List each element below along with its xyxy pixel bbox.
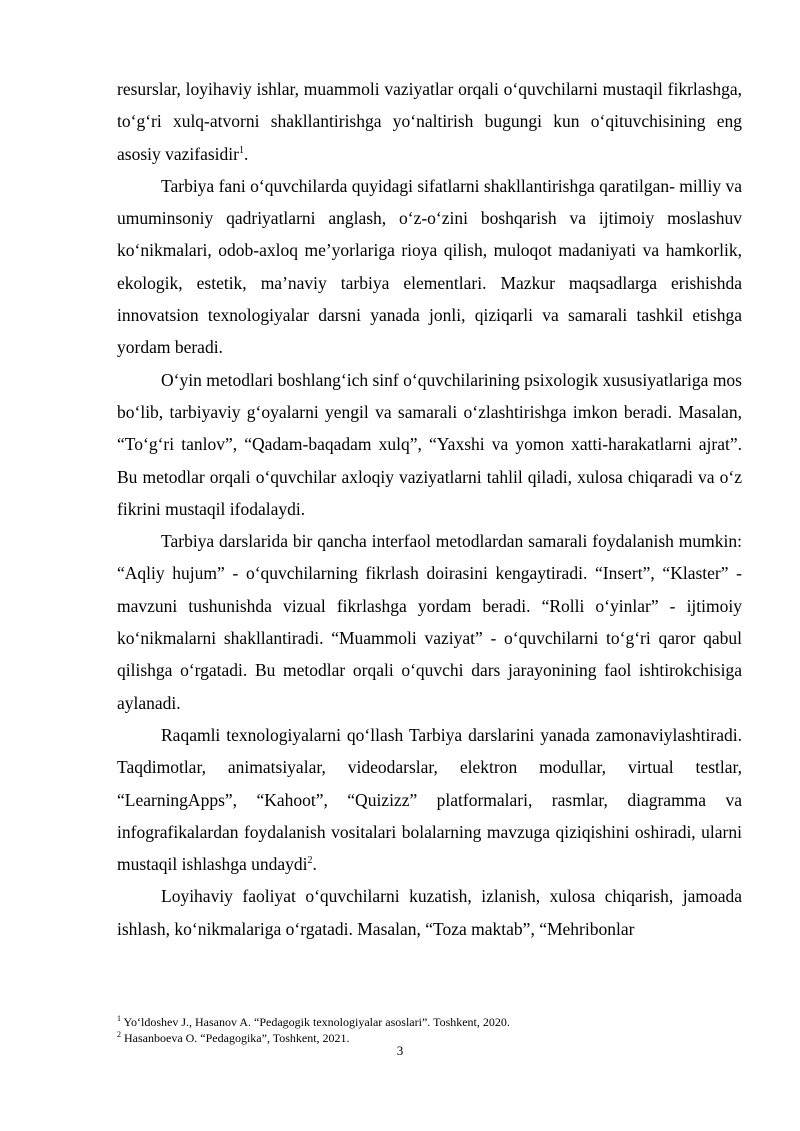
footnote-ref-1: 1 [238,144,244,156]
page-number: 3 [396,1043,404,1058]
paragraph-5-text: Raqamli texnologiyalarni qo‘llash Tarbiya darslarini yanada zamonaviylashtiradi. Taqdimotlar, animatsiyalar, videodarslar, elektron modullar, virtual testlar, “LearningApps”, “Kahoot”, “Quizizz” platformalari, rasmlar, diagramma va infografikalardan foydalanish vositalari bolalarning mavzuga qiziqishini oshiradi, ularni mustaqil ishlashga undaydi [117,724,742,875]
footnote-1 [117,1014,742,1030]
paragraph-2: Tarbiya fani o‘quvchilarda quyidagi sifatlarni shakllantirishga qaratilgan- milliy va umuminsoniy qadriyatlarni anglash, o‘z-o‘zini boshqarish va ijtimoiy moslashuv ko‘nikmalari, odob-axloq me’yorlariga rioya qilish, muloqot madaniyati va hamkorlik, ekologik, estetik, ma’naviy tarbiya elementlari. Mazkur maqsadlarga erishishda innovatsion texnologiyalar darsni yanada jonli, qiziqarli va samarali tashkil etishga yordam beradi. [117,175,742,358]
body-text [117,73,742,945]
footnote-number-1: 1 [117,1014,121,1023]
footnote-text-2: Hasanboeva O. “Pedagogika”, Toshkent, 2021. [121,1031,350,1045]
footnote-text-1: Yo‘ldoshev J., Hasanov A. “Pedagogik texnologiyalar asoslari”. Toshkent, 2020. [121,1015,510,1029]
paragraph-5-end: . [312,854,317,875]
paragraph-4: Tarbiya darslarida bir qancha interfaol metodlardan samarali foydalanish mumkin: “Aqliy hujum” - o‘quvchilarning fikrlash doirasini kengaytiradi. “Insert”, “Klaster” - mavzuni tushunishda vizual fikrlashga yordam beradi. “Rolli o‘yinlar” - ijtimoiy ko‘nikmalarni shakllantiradi. “Muammoli vaziyat” - o‘quvchilarni to‘g‘ri qaror qabul qilishga o‘rgatadi. Bu metodlar orqali o‘quvchi dars jarayonining faol ishtirokchisiga aylanadi. [117,531,742,713]
paragraph-1-end: . [243,143,249,164]
paragraph-1 [117,73,742,170]
footnote-number-2: 2 [117,1030,121,1039]
footnotes [117,1014,742,1046]
paragraph-5 [117,719,742,880]
footnote-ref-2: 2 [307,855,313,867]
paragraph-6: Loyihaviy faoliyat o‘quvchilarni kuzatish, izlanish, xulosa chiqarish, jamoada ishlash, ko‘nikmalariga o‘rgatadi. Masalan, “Toza maktab”, “Mehribonlar [117,886,742,939]
paragraph-3: O‘yin metodlari boshlang‘ich sinf o‘quvchilarining psixologik xususiyatlariga mos bo‘lib, tarbiyaviy g‘oyalarni yengil va samarali o‘zlashtirishga imkon beradi. Masalan, “To‘g‘ri tanlov”, “Qadam-baqadam xulq”, “Yaxshi va yomon xatti-harakatlarni ajrat”. Bu metodlar orqali o‘quvchilar axloqiy vaziyatlarni tahlil qiladi, xulosa chiqaradi va o‘z fikrini mustaqil ifodalaydi. [117,369,742,519]
paragraph-1-text: resurslar, loyihaviy ishlar, muammoli vaziyatlar orqali o‘quvchilarni mustaqil fikrlashga, to‘g‘ri xulq-atvorni shakllantirishga yo‘naltirish bugungi kun o‘qituvchisining eng asosiy vazifasidir [117,79,742,164]
